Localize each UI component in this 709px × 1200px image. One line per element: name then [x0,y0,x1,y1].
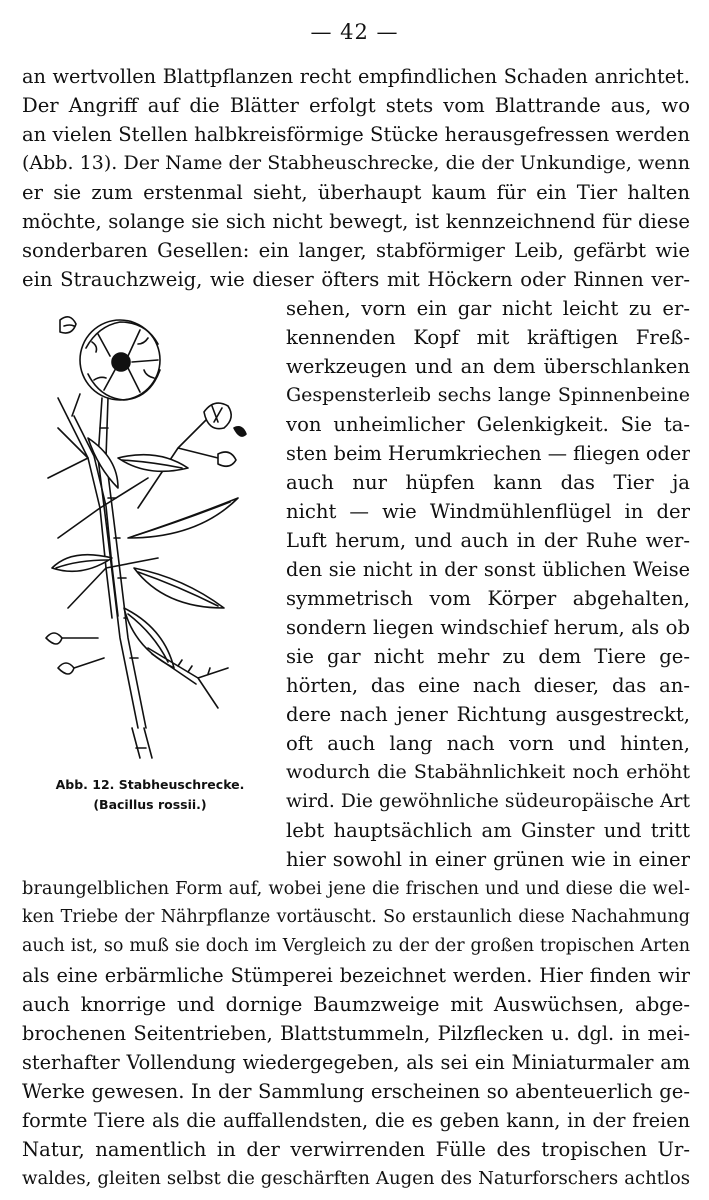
text-line: werkzeugen und an dem überschlanken [286,355,690,378]
text-line: waldes, gleiten selbst die geschärften Augen des Naturforschers achtlos [22,1168,690,1189]
text-line: dere nach jener Richtung ausgestreckt, [286,703,690,726]
text-line: Gespensterleib sechs lange Spinnenbeine [286,384,690,406]
text-line: möchte, solange sie sich nicht bewegt, ist kennzeichnend für diese [22,210,690,233]
text-line: lebt hauptsächlich am Ginster und tritt [286,819,690,842]
text-line: auch ist, so muß sie doch im Vergleich zu der der großen tropischen Arten [22,936,690,956]
text-line: kennenden Kopf mit kräftigen Freß- [286,326,690,349]
text-line: hörten, das eine nach dieser, das an- [286,674,690,697]
stick-insect-illustration [28,308,270,766]
text-line: als eine erbärmliche Stümperei bezeichnet werden. Hier finden wir [22,964,690,987]
text-line: sten beim Herumkriechen — fliegen oder [286,442,690,465]
text-line: brochenen Seitentrieben, Blattstummeln, Pilzflecken u. dgl. in mei- [22,1022,690,1045]
text-line: wird. Die gewöhnliche südeuropäische Art [286,791,690,812]
text-line: hier sowohl in einer grünen wie in einer [286,848,690,871]
text-line: wodurch die Stabähnlichkeit noch erhöht [286,761,690,783]
text-line: ken Triebe der Nährpflanze vortäuscht. So erstaunlich diese Nachahmung [22,907,690,927]
text-line: (Abb. 13). Der Name der Stabheuschrecke, die der Unkundige, wenn [22,152,690,174]
text-line: braungelblichen Form auf, wobei jene die frischen und und diese die wel- [22,878,690,899]
text-line: an vielen Stellen halbkreisförmige Stücke herausgefressen werden [22,123,690,146]
text-line: Natur, namentlich in der verwirrenden Fülle des tropischen Ur- [22,1138,690,1161]
text-line: oft auch lang nach vorn und hinten, [286,732,690,755]
figure-caption-species: (Bacillus rossii.) [93,797,207,812]
text-line: er sie zum erstenmal sieht, überhaupt kaum für ein Tier halten [22,181,690,204]
flower-branch-drawing [28,308,270,766]
text-line: symmetrisch vom Körper abgehalten, [286,587,690,610]
text-line: den sie nicht in der sonst üblichen Weise [286,558,690,581]
text-line: sondern liegen windschief herum, als ob [286,616,690,639]
text-line: auch nur hüpfen kann das Tier ja [286,471,690,494]
text-line: Der Angriff auf die Blätter erfolgt stets vom Blattrande aus, wo [22,94,690,117]
text-line: sterhafter Vollendung wiedergegeben, als sei ein Miniaturmaler am [22,1051,690,1074]
text-line: von unheimlicher Gelenkigkeit. Sie ta- [286,413,690,436]
text-line: auch knorrige und dornige Baumzweige mit Auswüchsen, abge- [22,993,690,1016]
text-line: Werke gewesen. In der Sammlung erscheinen so abenteuerlich ge- [22,1080,690,1103]
text-line: sie gar nicht mehr zu dem Tiere ge- [286,645,690,668]
text-line: sehen, vorn ein gar nicht leicht zu er- [286,297,690,320]
figure-caption-title: Abb. 12. Stabheuschrecke. [55,777,245,792]
text-line: an wertvollen Blattpflanzen recht empfindlichen Schaden anrichtet. [22,65,690,88]
text-line: formte Tiere als die auffallendsten, die es geben kann, in der freien [22,1109,690,1132]
text-line: ein Strauchzweig, wie dieser öfters mit Höckern oder Rinnen ver- [22,268,690,291]
page-number: — 42 — [310,20,399,44]
text-line: nicht — wie Windmühlenflügel in der [286,500,690,523]
text-line: sonderbaren Gesellen: ein langer, stabförmiger Leib, gefärbt wie [22,239,690,262]
text-line: Luft herum, und auch in der Ruhe wer- [286,529,690,552]
